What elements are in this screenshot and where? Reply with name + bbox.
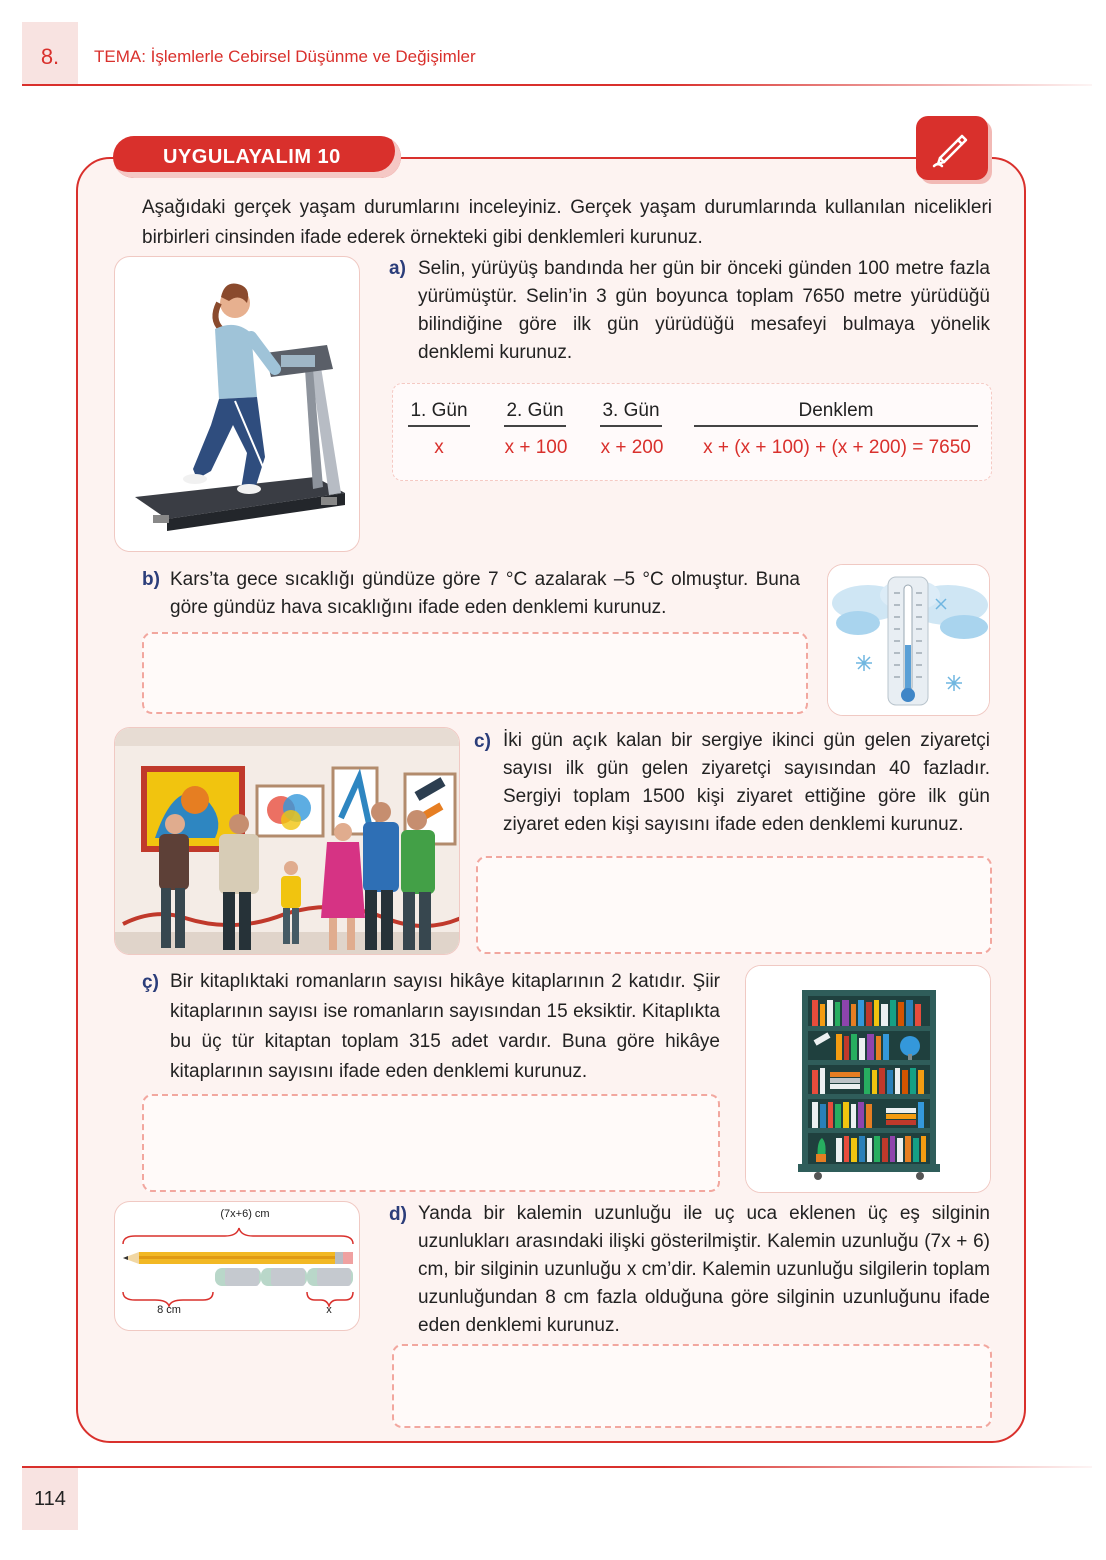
theme-title: TEMA: İşlemlerle Cebirsel Düşünme ve Değişimler <box>94 47 476 66</box>
question-cc-text: Bir kitaplıktaki romanların sayısı hikâye kitaplarının 2 katıdır. Şiir kitaplarının sayısı ise romanların sayısından 15 eksiktir. Kitaplıkta bu üç tür kitaptan toplam 315 adet vardır. Buna göre hikâye kitaplarının sayısını ifade eden denklemi kurunuz. <box>170 971 720 1082</box>
example-underline-equation <box>694 425 978 427</box>
question-b-label: b) <box>142 569 160 590</box>
example-underline-day1 <box>408 425 470 427</box>
activity-title-tab <box>113 136 401 178</box>
example-value-day2: x + 100 <box>504 437 568 458</box>
example-underline-day3 <box>600 425 662 427</box>
example-value-day3: x + 200 <box>600 437 664 458</box>
question-c-text: İki gün açık kalan bir sergiye ikinci gün gelen ziyaretçi sayısı ilk gün gelen ziyaretçi sayısından 40 fazladır. Sergiyi toplam 1500 kişi ziyaret ettiğine göre ilk gün ziyaret eden kişi sayısını ifade eden denklemi kurunuz. <box>503 730 990 835</box>
header-divider <box>22 84 1092 86</box>
answer-box-c[interactable] <box>476 856 992 954</box>
example-value-day1: x <box>434 437 444 458</box>
example-header-day1: 1. Gün <box>410 400 468 421</box>
question-cc-label: ç) <box>142 972 159 993</box>
bookshelf-image <box>745 965 991 1193</box>
question-d-text: Yanda bir kalemin uzunluğu ile uç uca eklenen üç eş silginin uzunlukları arasındaki ilişki gösterilmiştir. Kalemin uzunluğu (7x + 6) cm, bir silginin uzunluğu x cm’dir. Kalemin uzunluğu silgilerin toplam uzunluğundan 8 cm fazla olduğuna göre silginin uzunluğunu ifade eden denklemi kurunuz. <box>418 1203 990 1336</box>
example-header-day3: 3. Gün <box>602 400 660 421</box>
question-a-text: Selin, yürüyüş bandında her gün bir önceki günden 100 metre fazla yürümüştür. Selin’in 3 gün boyunca toplam 7650 metre yürüdüğü bilindiğine göre ilk gün yürüdüğü mesafeyi bulmaya yönelik denklemi kurunuz. <box>418 258 990 363</box>
eraser-length-label: x <box>326 1304 332 1316</box>
footer-divider <box>22 1466 1092 1468</box>
page-number: 114 <box>34 1488 66 1510</box>
example-value-equation: x + (x + 100) + (x + 200) = 7650 <box>703 437 971 458</box>
thermometer-image <box>827 564 990 716</box>
activity-intro: Aşağıdaki gerçek yaşam durumlarını inceleyiniz. Gerçek yaşam durumlarında kullanılan nicelikleri birbirleri cinsinden ifade ederek örnekteki gibi denklemleri kurunuz. <box>142 197 992 248</box>
answer-box-d[interactable] <box>392 1344 992 1428</box>
example-header-equation: Denklem <box>798 400 874 421</box>
question-a-label: a) <box>389 258 406 279</box>
pencil-icon <box>916 116 988 180</box>
activity-title: UYGULAYALIM 10 <box>163 146 341 168</box>
pencil-eraser-figure <box>114 1201 360 1331</box>
question-b-text: Kars’ta gece sıcaklığı gündüze göre 7 °C azalarak –5 °C olmuştur. Buna göre gündüz hava sıcaklığını ifade eden denklemi kurunuz. <box>170 569 800 618</box>
question-c-label: c) <box>474 731 491 752</box>
exhibition-image <box>114 727 460 955</box>
treadmill-image <box>114 256 360 552</box>
example-table <box>392 383 992 481</box>
question-d-label: d) <box>389 1204 407 1225</box>
example-underline-day2 <box>504 425 566 427</box>
pencil-length-label: (7x+6) cm <box>220 1208 270 1220</box>
grade-number: 8. <box>40 44 60 69</box>
answer-box-cc[interactable] <box>142 1094 720 1192</box>
example-header-day2: 2. Gün <box>506 400 564 421</box>
answer-box-b[interactable] <box>142 632 808 714</box>
left-length-label: 8 cm <box>157 1304 181 1316</box>
